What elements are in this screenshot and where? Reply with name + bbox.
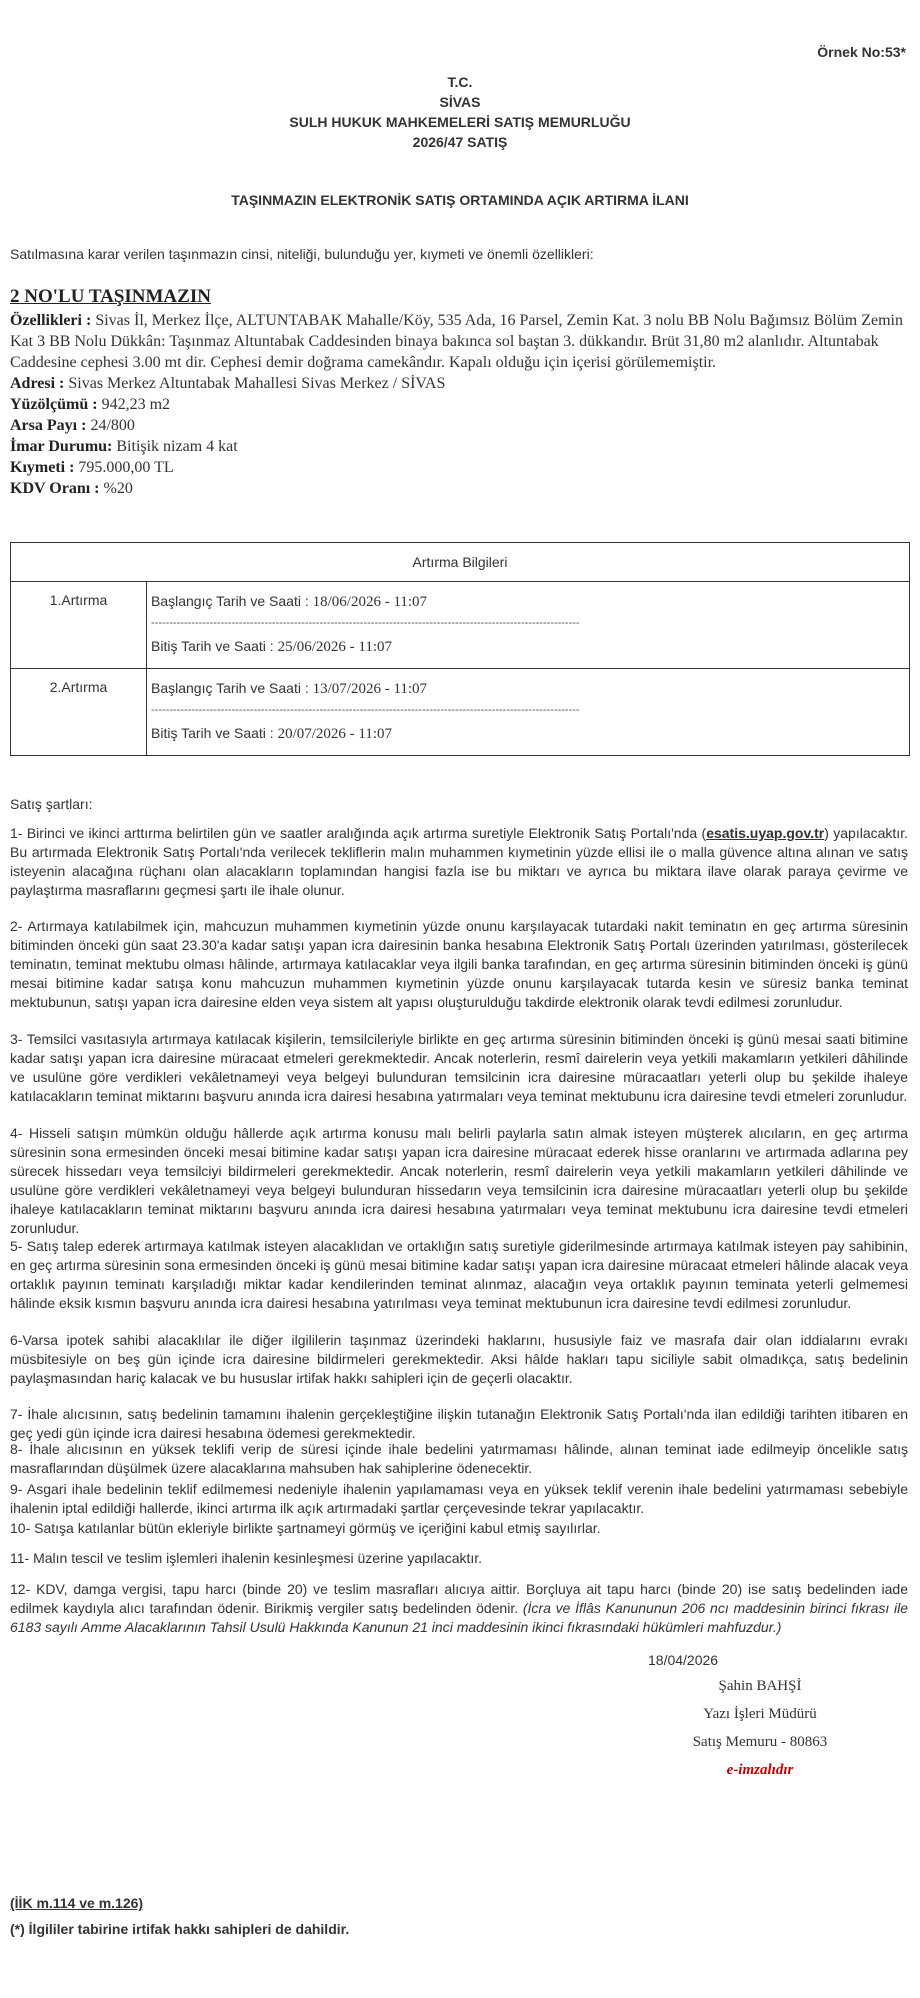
start-label: Başlangıç Tarih ve Saati :: [151, 680, 309, 696]
start-datetime: 18/06/2026 - 11:07: [312, 594, 428, 610]
law-reference: (İİK m.114 ve m.126): [10, 1895, 144, 1911]
term-1: [10, 824, 908, 900]
property-address: [10, 373, 908, 394]
value-amount: 795.000,00 TL: [78, 459, 174, 476]
term-1-text-b: ) yapılacaktır. Bu artırmada Elektronik Satış Portalı'nda verilecek tekliflerin malın muhammen kıymetinin yüzde ellisi ile o malla güvence altına alınan ve satış isteyenin alacağına rüçhanı olan alacakların toplamından hangisi fazla ise bu miktarı ve ayrıca bu miktara ilave olarak paraya çevirme ve paylaştırma masraflarını geçmesi şartı ile ihale olunur.: [10, 825, 908, 898]
term-4: 4- Hisseli satışın mümkün olduğu hâllerde açık artırma konusu malı belirli paylarla satın almak isteyen müşterek alıcıların, en geç artırma süresinin sona ermesinden önceki mesai bitimine kadar satışı yapan icra dairesine müracaat ederek hisse oranlarını ve artırmada adlarına pey sürecek hissedarı veya temsilciyi bildirmeleri gerekmektedir. Ancak noterlerin, resmî dairelerin veya yetkili makamların yetkileri dâhilinde ve usulüne göre verdikleri vekâletnameyi veya belgeyi bulunduran hissedarın veya temsilcinin icra dairesine müracaatları yeterli olup bu şekilde ihaleye katılacakların teminat miktarını başvuru anında icra dairesi hesabına yatırmaları veya teminat mektubunu icra dairesine tevdi etmeleri zorunludur.: [10, 1125, 908, 1236]
start-label: Başlangıç Tarih ve Saati :: [151, 593, 309, 609]
vat-label: KDV Oranı :: [10, 480, 100, 497]
auction-row-1: [11, 582, 910, 669]
end-label: Bitiş Tarih ve Saati :: [151, 725, 274, 741]
property-title: 2 NO'LU TAŞINMAZIN: [10, 286, 211, 307]
property-area: [10, 394, 908, 415]
divider: ---------------------------------------------------------------------------------------------------------------------: [151, 704, 580, 716]
area-value: 942,23 m2: [101, 396, 171, 413]
property-land-share: [10, 415, 908, 436]
term-11: 11- Malın tescil ve teslim işlemleri ihalenin kesinleşmesi üzerine yapılacaktır.: [10, 1550, 483, 1566]
signer-office: Satış Memuru - 80863: [692, 1734, 828, 1750]
signer-role: Yazı İşleri Müdürü: [703, 1706, 817, 1722]
address-value: Sivas Merkez Altuntabak Mahallesi Sivas Merkez / SİVAS: [68, 375, 446, 392]
end-label: Bitiş Tarih ve Saati :: [151, 638, 274, 654]
document-title: TAŞINMAZIN ELEKTRONİK SATIŞ ORTAMINDA AÇIK ARTIRMA İLANI: [231, 192, 689, 208]
term-12: [10, 1580, 908, 1637]
property-vat: [10, 478, 908, 499]
vat-value: %20: [103, 480, 133, 497]
auction-table: [10, 542, 910, 756]
auction-row-2: [11, 669, 910, 756]
signature-date: 18/04/2026: [648, 1652, 719, 1668]
term-10: 10- Satışa katılanlar bütün ekleriyle birlikte şartnameyi görmüş ve içeriğini kabul etmiş sayılırlar.: [10, 1520, 601, 1536]
term-5: 5- Satış talep ederek artırmaya katılmak isteyen alacaklıdan ve ortaklığın satış suretiyle giderilmesinde artırmaya katılmak isteyen pay sahibinin, en geç artırma süresinin sona ermesinden önceki iş günü mesai bitimine kadar satışı yapan icra dairesine müracaat etmeleri hâlinde alacak veya ortaklık payının teminatı karşıladığı miktar kadar kendilerinden teminat alınmaz, alacağın veya ortaklık payının teminata yeterli gelmemesi hâlinde eksik kısmın başvuru anında icra dairesi hesabına yatırılması veya teminat mektubunun icra dairesine tevdi edilmesi zorunludur.: [10, 1238, 908, 1311]
term-1-text-a: 1- Birinci ve ikinci arttırma belirtilen gün ve saatler aralığında açık artırma suretiyle Elektronik Satış Portalı'nda (: [10, 825, 707, 841]
divider: ---------------------------------------------------------------------------------------------------------------------: [151, 617, 580, 629]
term-2: 2- Artırmaya katılabilmek için, mahcuzun muhammen kıymetinin yüzde onunu karşılayacak tutardaki nakit teminatın en geç artırma süresinin bitiminden önceki gün saat 23.30'a kadar satışı yapan icra dairesinin banka hesabına Elektronik Satış Portalı üzerinden yatırılması, gösterilecek teminatın, teminat mektubu olması hâlinde, artırmaya katılacaklar veya ilgili banka tarafından, en geç artırma süresinin bitiminden önceki iş günü mesai bitimine kadar satışa konu mahcuzun muhammen kıymetinin yüzde onunu karşılayacak tutarda kesin ve süresiz banka teminat mektubunun, satışı yapan icra dairesine elden veya sistem alt yapısı oluşturulduğu takdirde elektronik olarak tevdi edilmesi zorunludur.: [10, 918, 908, 1010]
e-signature-label: e-imzalıdır: [726, 1762, 794, 1778]
property-features: [10, 310, 908, 373]
property-zoning: [10, 436, 908, 457]
land-share-label: Arsa Payı :: [10, 417, 87, 434]
zoning-label: İmar Durumu:: [10, 438, 113, 455]
term-6: 6-Varsa ipotek sahibi alacaklılar ile diğer ilgililerin taşınmaz üzerindeki haklarını, hususiyle faiz ve masrafa dair olan iddialarını evrakı müsbitesiyle on beş gün içinde icra dairesine bildirmeleri gerekmektedir. Aksi hâlde hakları tapu siciliyle sabit olmadıkça, satış bedelinin paylaşmasından hariç kalacak ve bu hususlar irtifak hakkı sahipleri için de geçerli olacaktır.: [10, 1332, 908, 1386]
header-tc: T.C.: [447, 74, 473, 90]
land-share-value: 24/800: [90, 417, 135, 434]
term-7: 7- İhale alıcısının, satış bedelinin tamamını ihalenin gerçekleştiğine ilişkin tutanağın Elektronik Satış Portalı'nda ilan edildiği tarihten itibaren en geç yedi gün içinde icra dairesi hesabına ödemesi gerekmektedir.: [10, 1406, 908, 1441]
sample-number: Örnek No:53*: [817, 44, 906, 60]
features-label: Özellikleri :: [10, 312, 92, 329]
end-datetime: 20/07/2026 - 11:07: [277, 726, 393, 742]
header-case-number: 2026/47 SATIŞ: [412, 134, 508, 150]
features-value: Sivas İl, Merkez İlçe, ALTUNTABAK Mahalle/Köy, 535 Ada, 16 Parsel, Zemin Kat. 3 nolu BB Nolu Bağımsız Bölüm Zemin Kat 3 BB Nolu Dükkân: Taşınmaz Altuntabak Caddesinden binaya bakınca sol baştan 3. dükkandır. Brüt 31,80 m2 alanlıdır. Altuntabak Caddesine cephesi 3.00 mt dir. Cephesi demir doğrama camekândır. Kapalı olduğu için içerisi görülememiştir.: [10, 312, 903, 371]
term-8: 8- İhale alıcısının en yüksek teklifi verip de süresi içinde ihale bedelini yatırmaması hâlinde, alınan teminat iade edilmeyip öncelikle satış masraflarından düşülmek üzere alacaklarına mahsuben hak sahiplerine ödenecektir.: [10, 1441, 908, 1476]
value-label: Kıymeti :: [10, 459, 75, 476]
zoning-value: Bitişik nizam 4 kat: [116, 438, 238, 455]
term-12-note: (İcra ve İflâs Kanununun 206 ncı maddesinin birinci fıkrası ile 6183 sayılı Amme Alacaklarının Tahsil Usulü Hakkında Kanunun 21 inci maddesinin ikinci fıkrasındaki hükümleri mahfuzdur.): [10, 1600, 909, 1635]
term-9: 9- Asgari ihale bedelinin teklif edilmemesi nedeniyle ihalenin yapılamaması veya en yüksek teklif verenin ihale bedelini yatırmaması sebebiyle ihalenin iptal edildiği hallerde, ikinci artırma ilk açık artırmadaki şartlar çerçevesinde tekrar yapılacaktır.: [10, 1481, 908, 1516]
start-datetime: 13/07/2026 - 11:07: [312, 681, 428, 697]
signer-name: Şahin BAHŞİ: [718, 1678, 802, 1694]
footnote: (*) İlgililer tabirine irtifak hakkı sahipleri de dahildir.: [10, 1921, 350, 1937]
auction-row-label: 1.Artırma: [11, 582, 147, 669]
auction-row-label: 2.Artırma: [11, 669, 147, 756]
terms-title: Satış şartları:: [10, 796, 93, 812]
header-court: SULH HUKUK MAHKEMELERİ SATIŞ MEMURLUĞU: [289, 114, 631, 130]
end-datetime: 25/06/2026 - 11:07: [277, 639, 393, 655]
auction-table-header: Artırma Bilgileri: [11, 543, 910, 582]
area-label: Yüzölçümü :: [10, 396, 98, 413]
address-label: Adresi :: [10, 375, 65, 392]
term-12-text: 12- KDV, damga vergisi, tapu harcı (binde 20) ve teslim masrafları alıcıya aittir. Borçluya ait tapu harcı (binde 20) ise satış bedelinden iade edilmek kaydıyla alıcı tarafından ödenir. Birikmiş vergiler satış bedelinden ödenir.: [10, 1581, 908, 1616]
esatis-link[interactable]: esatis.uyap.gov.tr: [706, 825, 825, 841]
header-city: SİVAS: [439, 94, 481, 110]
property-value: [10, 457, 908, 478]
intro-text: Satılmasına karar verilen taşınmazın cinsi, niteliği, bulunduğu yer, kıymeti ve önemli özellikleri:: [10, 246, 594, 262]
term-3: 3- Temsilci vasıtasıyla artırmaya katılacak kişilerin, temsilcileriyle birlikte en geç artırma süresinin bitiminden önceki iş günü mesai saati bitimine kadar satışı yapan icra dairesine müracaat etmeleri gerekmektedir. Ancak noterlerin, resmî dairelerin veya yetkili makamların yetkileri dâhilinde ve usulüne göre verdikleri vekâletnameyi veya belgeyi bulunduran temsilcinin icra dairesine müracaatları yeterli olup bu şekilde ihaleye katılacakların teminat miktarını başvuru anında icra dairesi hesabına yatırmaları veya teminat mektubunu icra dairesine tevdi etmeleri zorunludur.: [10, 1031, 908, 1104]
